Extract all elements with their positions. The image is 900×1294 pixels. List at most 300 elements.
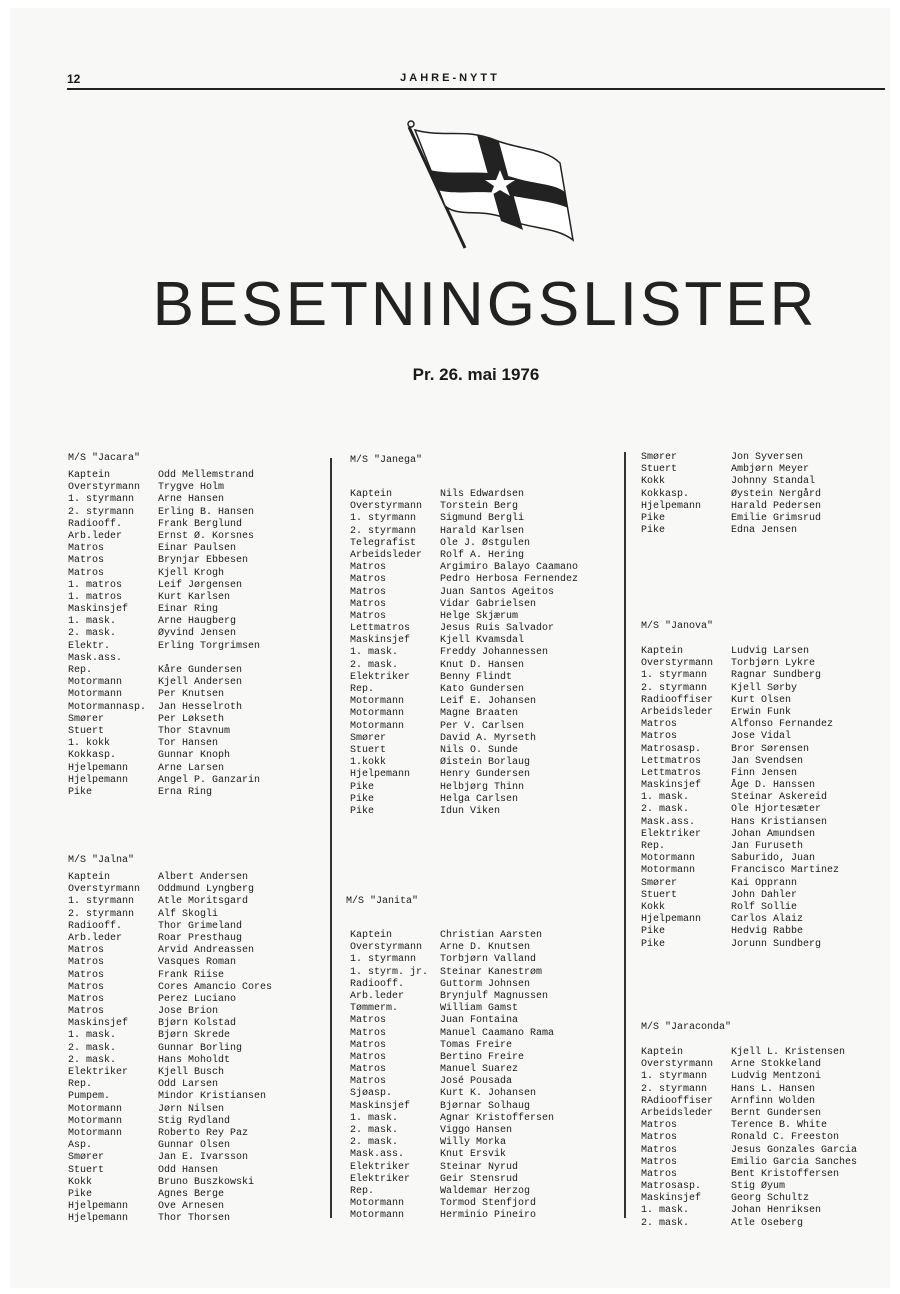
- crew-row: [641, 1096, 857, 1108]
- crew-row: [68, 641, 260, 653]
- crew-row: [350, 1040, 554, 1052]
- crew-name: Jørn Nilsen: [158, 1103, 225, 1115]
- crew-name: Erwin Funk: [731, 706, 792, 718]
- crew-name: Helbjørg Thinn: [440, 781, 525, 793]
- crew-name: Bent Kristoffersen: [731, 1168, 840, 1180]
- crew-role: Kaptein: [641, 1047, 684, 1058]
- crew-name: Odd Larsen: [158, 1079, 219, 1091]
- crew-role: Hjelpemann: [641, 500, 702, 512]
- crew-role: Matros: [68, 957, 105, 969]
- crew-role: Maskinsjef: [641, 780, 702, 792]
- crew-row: [68, 1091, 272, 1103]
- crew-name: Arne Hansen: [158, 494, 225, 506]
- ship-block: [641, 1022, 857, 1230]
- crew-role: Matros: [350, 574, 387, 586]
- crew-role: Maskinsjef: [641, 1193, 702, 1205]
- crew-row: [350, 1003, 554, 1015]
- crew-row: [68, 726, 260, 738]
- header-rule: [67, 88, 885, 90]
- crew-role: Motormann: [68, 1127, 123, 1139]
- crew-name: Juan Fontaina: [440, 1015, 519, 1027]
- crew-role: 1. matros: [68, 579, 123, 591]
- crew-name: Magne Braaten: [440, 708, 519, 720]
- crew-role: Matros: [350, 1051, 387, 1063]
- crew-role: Matros: [350, 610, 387, 622]
- crew-role: 2. mask.: [641, 1217, 690, 1229]
- crew-row: [350, 526, 578, 538]
- crew-row: [641, 756, 839, 768]
- crew-name: Kato Gundersen: [440, 684, 525, 695]
- crew-name: Stig Rydland: [158, 1115, 231, 1127]
- ship-name: M/S "Janega": [350, 455, 423, 466]
- crew-role: 2. mask.: [350, 659, 399, 671]
- crew-role: Mask.ass.: [68, 652, 123, 664]
- crew-role: Matros: [641, 731, 678, 743]
- crew-role: Elektriker: [350, 1161, 411, 1173]
- crew-row: [641, 939, 839, 951]
- crew-role: Rep.: [641, 841, 666, 852]
- crew-row: [68, 933, 272, 945]
- page-number: 12: [67, 72, 81, 86]
- crew-row: [641, 865, 839, 877]
- crew-name: David A. Myrseth: [440, 732, 537, 744]
- crew-name: Bjørn Skrede: [158, 1030, 231, 1042]
- crew-name: Alf Skogli: [158, 908, 219, 920]
- crew-name: Kurt Karlsen: [158, 591, 231, 603]
- crew-row: [68, 1104, 272, 1116]
- crew-role: Kaptein: [350, 930, 393, 941]
- crew-row: [350, 967, 554, 979]
- crew-row: [641, 646, 839, 658]
- crew-row: [641, 1218, 857, 1230]
- crew-name: Erna Ring: [158, 786, 213, 798]
- crew-role: 2. mask.: [350, 1137, 399, 1149]
- crew-row: [350, 1149, 554, 1161]
- crew-name: Torstein Berg: [440, 501, 519, 513]
- crew-role: Rep.: [350, 684, 375, 695]
- crew-row: [641, 1181, 857, 1193]
- crew-row: [641, 817, 839, 829]
- crew-role: Matrosasp.: [641, 1181, 702, 1193]
- crew-row: [641, 719, 839, 731]
- crew-role: Matros: [68, 555, 105, 567]
- crew-role: Arb.leder: [68, 932, 123, 944]
- crew-name: Kai Opprann: [731, 877, 798, 889]
- crew-name: Francisco Martinez: [731, 865, 840, 877]
- crew-name: Ole Hjortesæter: [731, 804, 822, 816]
- crew-role: Matros: [68, 567, 105, 579]
- crew-name: Bror Sørensen: [731, 743, 810, 755]
- crew-role: Motormann: [350, 1210, 405, 1222]
- crew-role: 2. styrmann: [68, 506, 135, 518]
- crew-row: [350, 1076, 554, 1088]
- crew-row: [350, 672, 578, 684]
- crew-role: Matros: [641, 719, 678, 731]
- crew-name: Arvid Andreassen: [158, 945, 255, 957]
- crew-role: 1. mask.: [68, 616, 117, 628]
- crew-row: [641, 670, 839, 682]
- crew-name: Juan Santos Ageitos: [440, 586, 555, 598]
- crew-name: Alfonso Fernandez: [731, 719, 834, 731]
- crew-name: Benny Flindt: [440, 671, 513, 683]
- crew-role: 2. styrmann: [68, 908, 135, 920]
- crew-row: [641, 1120, 857, 1132]
- crew-row: [350, 599, 578, 611]
- crew-row: [641, 501, 821, 513]
- crew-row: [641, 744, 839, 756]
- crew-name: Per Løkseth: [158, 713, 225, 725]
- crew-name: Bruno Buszkowski: [158, 1176, 255, 1188]
- crew-role: Pike: [641, 938, 666, 950]
- crew-row: [68, 970, 272, 982]
- crew-name: Atle Oseberg: [731, 1217, 804, 1229]
- crew-role: Matros: [350, 562, 387, 574]
- crew-row: [350, 513, 578, 525]
- crew-row: [350, 708, 578, 720]
- crew-role: Motormann: [68, 1115, 123, 1127]
- crew-role: Matros: [68, 993, 105, 1005]
- crew-row: [350, 1210, 554, 1222]
- crew-role: Matros: [641, 1132, 678, 1144]
- crew-role: Motormann: [68, 689, 123, 701]
- crew-role: Stuert: [68, 1164, 105, 1176]
- crew-role: Kaptein: [350, 489, 393, 500]
- crew-name: Agnes Berge: [158, 1188, 225, 1200]
- crew-name: Carlos Alaiz: [731, 914, 804, 926]
- crew-role: Kokk: [641, 901, 666, 913]
- crew-role: Kaptein: [68, 470, 111, 481]
- crew-role: 2. styrmann: [641, 1083, 708, 1095]
- crew-name: Emilie Grimsrud: [731, 512, 822, 524]
- crew-row: [350, 1015, 554, 1027]
- crew-row: [68, 714, 260, 726]
- crew-role: Hjelpemann: [68, 1213, 129, 1225]
- crew-name: Kjell Sørby: [731, 682, 798, 694]
- crew-row: [68, 896, 272, 908]
- crew-name: Guttorm Johnsen: [440, 978, 531, 990]
- crew-role: Matros: [68, 981, 105, 993]
- crew-name: Gunnar Knoph: [158, 750, 231, 762]
- ship-block: [346, 896, 554, 1223]
- crew-name: Roar Presthaug: [158, 932, 243, 944]
- crew-name: Jesus Gonzales Garcia: [731, 1144, 858, 1156]
- crew-row: [350, 489, 578, 501]
- crew-role: Motormann: [350, 720, 405, 732]
- crew-name: Erling Torgrimsen: [158, 640, 261, 652]
- crew-name: Brynjulf Magnussen: [440, 990, 549, 1002]
- crew-name: Tor Hansen: [158, 738, 219, 750]
- crew-row: [350, 757, 578, 769]
- crew-name: Per Knutsen: [158, 689, 225, 701]
- crew-row: [68, 1006, 272, 1018]
- crew-role: 1. mask.: [641, 792, 690, 804]
- crew-name: Emilio Garcia Sanches: [731, 1156, 858, 1168]
- crew-role: Tømmerm.: [350, 1003, 399, 1015]
- crew-row: [68, 482, 260, 494]
- crew-role: Matros: [350, 1015, 387, 1027]
- ship-name: M/S "Jacara": [68, 453, 141, 464]
- crew-row: [641, 695, 839, 707]
- crew-name: Jan E. Ivarsson: [158, 1152, 249, 1164]
- crew-role: Stuert: [641, 889, 678, 901]
- crew-name: Bjørnar Solhaug: [440, 1100, 531, 1112]
- crew-row: [641, 926, 839, 938]
- crew-role: Hjelpemann: [68, 774, 129, 786]
- crew-name: Jose Vidal: [731, 731, 792, 743]
- publication-title: JAHRE-NYTT: [400, 72, 500, 84]
- crew-name: Perez Luciano: [158, 993, 237, 1005]
- crew-row: [641, 853, 839, 865]
- crew-role: Maskinsjef: [350, 635, 411, 647]
- crew-row: [641, 1205, 857, 1217]
- crew-row: [350, 1137, 554, 1149]
- crew-name: Knut Ersvik: [440, 1149, 507, 1161]
- crew-row: [68, 580, 260, 592]
- crew-role: Smører: [641, 877, 678, 889]
- crew-name: Per V. Carlsen: [440, 720, 525, 732]
- crew-role: 1. mask.: [350, 1112, 399, 1124]
- crew-row: [68, 1140, 272, 1152]
- crew-role: Mask.ass.: [350, 1149, 405, 1161]
- crew-row: [68, 604, 260, 616]
- crew-name: Arne Haugberg: [158, 616, 237, 628]
- crew-row: [641, 829, 839, 841]
- ship-block: [350, 455, 578, 818]
- crew-row: [68, 1177, 272, 1189]
- ship-block: [641, 452, 821, 537]
- crew-row: [68, 568, 260, 580]
- crew-row: [68, 1189, 272, 1201]
- crew-name: Argimiro Balayo Caamano: [440, 562, 579, 574]
- ship-name: M/S "Jalna": [68, 855, 135, 866]
- crew-row: [350, 745, 578, 757]
- crew-name: Kjell Andersen: [158, 677, 243, 689]
- crew-row: [641, 792, 839, 804]
- crew-role: Asp.: [68, 1140, 93, 1152]
- crew-role: Radiooff.: [350, 978, 405, 990]
- crew-role: Pike: [68, 1188, 93, 1200]
- crew-name: Jose Brion: [158, 1006, 219, 1018]
- crew-row: [350, 574, 578, 586]
- crew-name: Johan Henriksen: [731, 1205, 822, 1217]
- crew-name: Erling B. Hansen: [158, 506, 255, 518]
- crew-name: Torbjørn Lykre: [731, 658, 816, 670]
- crew-name: Stig Øyum: [731, 1181, 786, 1193]
- crew-role: 2. mask.: [68, 1042, 117, 1054]
- crew-row: [641, 1071, 857, 1083]
- crew-row: [68, 555, 260, 567]
- crew-row: [68, 1213, 272, 1225]
- crew-row: [641, 878, 839, 890]
- crew-name: Steinar Askereid: [731, 792, 828, 804]
- crew-role: Hjelpemann: [68, 1201, 129, 1213]
- crew-name: Einar Paulsen: [158, 543, 237, 555]
- crew-role: Pike: [350, 805, 375, 817]
- crew-name: Hedvig Rabbe: [731, 926, 804, 938]
- crew-role: Motormann: [350, 1198, 405, 1210]
- crew-role: Motormannasp.: [68, 701, 147, 713]
- crew-role: 1. styrmann: [68, 896, 135, 908]
- crew-name: Øyvind Jensen: [158, 628, 237, 640]
- crew-name: Ole J. Østgulen: [440, 537, 531, 549]
- crew-role: Sjøasp.: [350, 1088, 393, 1100]
- crew-role: Smører: [641, 452, 678, 463]
- crew-role: Pike: [68, 786, 93, 798]
- crew-role: Maskinsjef: [350, 1100, 411, 1112]
- crew-name: Steinar Nyrud: [440, 1161, 519, 1173]
- crew-name: Harald Pedersen: [731, 500, 822, 512]
- page-title: BESETNINGSLISTER: [152, 270, 818, 339]
- crew-row: [350, 623, 578, 635]
- crew-row: [68, 994, 272, 1006]
- crew-row: [68, 884, 272, 896]
- ship-block: [641, 621, 839, 951]
- crew-row: [350, 1198, 554, 1210]
- crew-role: Overstyrmann: [641, 1059, 714, 1071]
- crew-name: Finn Jensen: [731, 767, 798, 779]
- crew-role: Elektriker: [68, 1067, 129, 1078]
- crew-role: 1. styrmann: [350, 954, 417, 966]
- crew-role: Radiooff.: [68, 518, 123, 530]
- crew-row: [68, 1055, 272, 1067]
- crew-name: Edna Jensen: [731, 525, 798, 537]
- crew-role: Hjelpemann: [68, 762, 129, 774]
- crew-role: Stuert: [641, 464, 678, 476]
- crew-row: [350, 684, 578, 696]
- crew-role: Overstyrmann: [68, 884, 141, 896]
- crew-row: [68, 689, 260, 701]
- crew-role: Arb.leder: [350, 990, 405, 1002]
- crew-name: Ragnar Sundberg: [731, 670, 822, 682]
- crew-role: Kokkasp.: [641, 488, 690, 500]
- crew-row: [641, 489, 821, 501]
- crew-row: [68, 1165, 272, 1177]
- crew-name: Viggo Hansen: [440, 1125, 513, 1136]
- crew-name: Pedro Herbosa Fernendez: [440, 574, 579, 586]
- crew-row: [641, 768, 839, 780]
- crew-name: Steinar Kanestrøm: [440, 966, 543, 978]
- crew-role: Motormann: [641, 865, 696, 877]
- crew-role: Matros: [350, 1076, 387, 1088]
- crew-name: Øystein Nergård: [731, 488, 822, 500]
- crew-name: Johan Amundsen: [731, 828, 816, 840]
- crew-name: Johnny Standal: [731, 476, 816, 488]
- crew-row: [350, 782, 578, 794]
- crew-row: [641, 464, 821, 476]
- crew-row: [641, 902, 839, 914]
- crew-row: [350, 550, 578, 562]
- crew-name: Waldemar Herzog: [440, 1185, 531, 1197]
- crew-row: [350, 954, 554, 966]
- crew-row: [350, 769, 578, 781]
- crew-role: Motormann: [68, 1103, 123, 1115]
- crew-row: [641, 780, 839, 792]
- crew-name: Kurt Olsen: [731, 694, 792, 706]
- crew-name: Bertino Freire: [440, 1051, 525, 1063]
- crew-row: [68, 702, 260, 714]
- column-divider: [330, 458, 332, 1218]
- crew-row: [350, 1101, 554, 1113]
- crew-name: Øistein Borlaug: [440, 757, 531, 769]
- crew-role: Arbeidsleder: [641, 706, 714, 718]
- crew-role: Kokk: [641, 476, 666, 488]
- ship-block: [68, 453, 260, 799]
- crew-row: [350, 1064, 554, 1076]
- crew-row: [641, 476, 821, 488]
- crew-row: [350, 611, 578, 623]
- crew-role: Overstyrmann: [68, 482, 141, 494]
- crew-row: [350, 660, 578, 672]
- crew-name: Saburido, Juan: [731, 853, 816, 865]
- crew-role: Motormann: [68, 677, 123, 689]
- crew-role: Lettmatros: [641, 755, 702, 767]
- crew-role: 1. matros: [68, 591, 123, 603]
- crew-row: [350, 1088, 554, 1100]
- crew-role: 1. kokk: [68, 738, 111, 750]
- crew-role: 1. styrmann: [350, 513, 417, 525]
- crew-name: William Gamst: [440, 1003, 519, 1015]
- crew-role: Matros: [350, 598, 387, 610]
- crew-row: [350, 733, 578, 745]
- crew-row: [350, 721, 578, 733]
- crew-role: Motormann: [350, 708, 405, 720]
- crew-row: [641, 683, 839, 695]
- crew-name: Jon Syversen: [731, 452, 804, 463]
- crew-name: Kjell Kvamsdal: [440, 635, 525, 647]
- crew-row: [68, 665, 260, 677]
- crew-name: Ludvig Mentzoni: [731, 1071, 822, 1083]
- crew-name: Brynjar Ebbesen: [158, 555, 249, 567]
- crew-name: Einar Ring: [158, 604, 219, 616]
- crew-role: Matros: [68, 945, 105, 957]
- crew-name: Åge D. Hanssen: [731, 780, 816, 792]
- crew-role: Radiooff.: [68, 920, 123, 932]
- crew-name: Thor Thorsen: [158, 1213, 231, 1225]
- crew-name: Kåre Gundersen: [158, 665, 243, 676]
- crew-name: Roberto Rey Paz: [158, 1127, 249, 1139]
- crew-role: Smører: [350, 732, 387, 744]
- crew-role: 1. mask.: [641, 1205, 690, 1217]
- crew-name: José Pousada: [440, 1076, 513, 1088]
- crew-name: Tomas Freire: [440, 1039, 513, 1051]
- crew-name: Leif Jørgensen: [158, 579, 243, 591]
- crew-name: Vasques Roman: [158, 957, 237, 969]
- crew-name: Herminio Pineiro: [440, 1210, 537, 1222]
- crew-row: [350, 635, 578, 647]
- crew-role: Matros: [641, 1120, 678, 1132]
- crew-name: Frank Riise: [158, 969, 225, 981]
- crew-row: [641, 1108, 857, 1120]
- crew-row: [68, 494, 260, 506]
- crew-row: [68, 982, 272, 994]
- crew-role: Kaptein: [68, 872, 111, 883]
- crew-name: Frank Berglund: [158, 518, 243, 530]
- crew-row: [350, 538, 578, 550]
- crew-row: [350, 806, 578, 818]
- crew-name: Jan Hesselroth: [158, 701, 243, 713]
- crew-name: Knut D. Hansen: [440, 659, 525, 671]
- crew-role: Elektriker: [350, 1173, 411, 1185]
- crew-row: [350, 1174, 554, 1186]
- crew-name: John Dahler: [731, 889, 798, 901]
- crew-row: [641, 1145, 857, 1157]
- crew-role: Matros: [350, 1064, 387, 1076]
- crew-name: Tormod Stenfjord: [440, 1198, 537, 1210]
- crew-row: [68, 543, 260, 555]
- crew-name: Gunnar Borling: [158, 1042, 243, 1054]
- crew-row: [350, 1028, 554, 1040]
- crew-name: Kurt K. Johansen: [440, 1088, 537, 1100]
